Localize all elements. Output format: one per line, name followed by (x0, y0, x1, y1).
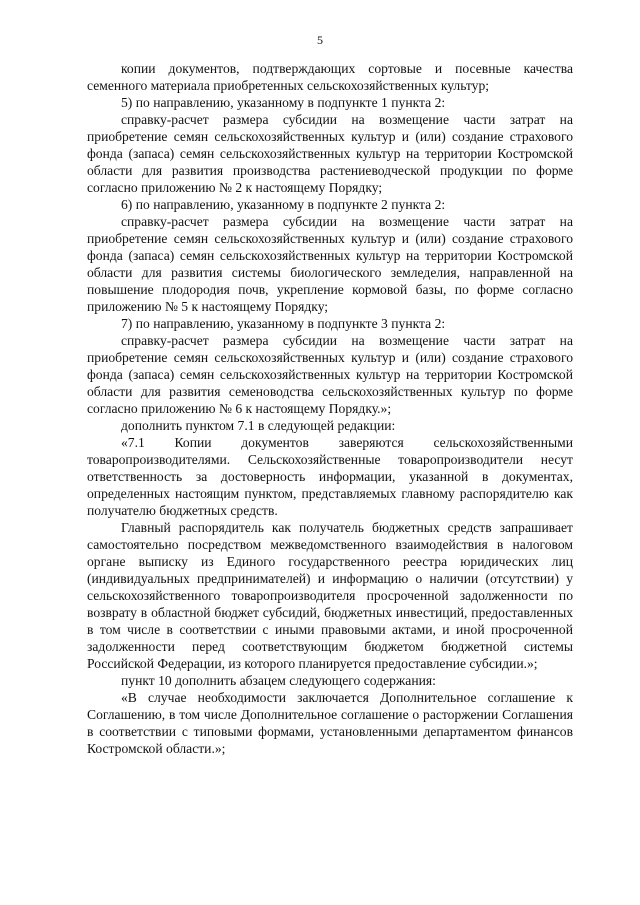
paragraph-item-5-text: справку-расчет размера субсидии на возмещение части затрат на приобретение семян сельскохозяйственных культур и (или) создание страхового фонда (запаса) семян сельскохозяйственных культур на территории Костромской области для развития производства растениеводческой продукции по форме согласно приложению № 2 к настоящему Порядку; (87, 112, 573, 195)
paragraph-item-7: 7) по направлению, указанному в подпункте 3 пункта 2: (121, 316, 446, 331)
paragraph-item-7-text: справку-расчет размера субсидии на возмещение части затрат на приобретение семян сельскохозяйственных культур и (или) создание страхового фонда (запаса) семян сельскохозяйственных культур на территории Костромской области для развития семеноводства сельскохозяйственных культур по форме согласно приложению № 6 к настоящему Порядку.»; (87, 333, 573, 416)
paragraph-7-1-text: «7.1 Копии документов заверяются сельскохозяйственными товаропроизводителями. Сельскохозяйственные товаропроизводители несут ответственность за достоверность информации, указанной в документах, определенных настоящим пунктом, представляемых главному распорядителю как получателю бюджетных средств. (87, 435, 573, 518)
paragraph-item-5: 5) по направлению, указанному в подпункте 1 пункта 2: (121, 95, 446, 110)
paragraph-10-text: «В случае необходимости заключается Дополнительное соглашение к Соглашению, в том числе Дополнительное соглашение о расторжении Соглашения в соответствии с типовыми формами, установленными департаментом финансов Костромской области.»; (87, 690, 573, 756)
paragraph-item-6-text: справку-расчет размера субсидии на возмещение части затрат на приобретение семян сельскохозяйственных культур и (или) создание страхового фонда (запаса) семян сельскохозяйственных культур на территории Костромской области для развития системы биологического земледелия, направленной на повышение плодородия почв, укрепление кормовой базы, по форме согласно приложению № 5 к настоящему Порядку; (87, 214, 573, 314)
paragraph-add-10: пункт 10 дополнить абзацем следующего содержания: (121, 673, 436, 688)
paragraph-item-6: 6) по направлению, указанному в подпункте 2 пункта 2: (121, 197, 446, 212)
document-body (87, 60, 573, 757)
page-number: 5 (317, 33, 323, 47)
paragraph-main-manager: Главный распорядитель как получатель бюджетных средств запрашивает самостоятельно посредством межведомственного взаимодействия в налоговом органе выписку из Единого государственного реестра юридических лиц (индивидуальных предпринимателей) и информацию о наличии (отсутствии) у сельскохозяйственного товаропроизводителя просроченной задолженности по возврату в областной бюджет субсидий, бюджетных инвестиций, предоставленных в том числе в соответствии с иными правовыми актами, и иной просроченной задолженности перед соответствующим бюджетом бюджетной системы Российской Федерации, из которого планируется предоставление субсидии.»; (87, 520, 573, 671)
paragraph-seed-documents: копии документов, подтверждающих сортовые и посевные качества семенного материала приобретенных сельскохозяйственных культур; (87, 61, 573, 93)
paragraph-add-7-1: дополнить пунктом 7.1 в следующей редакции: (121, 418, 396, 433)
